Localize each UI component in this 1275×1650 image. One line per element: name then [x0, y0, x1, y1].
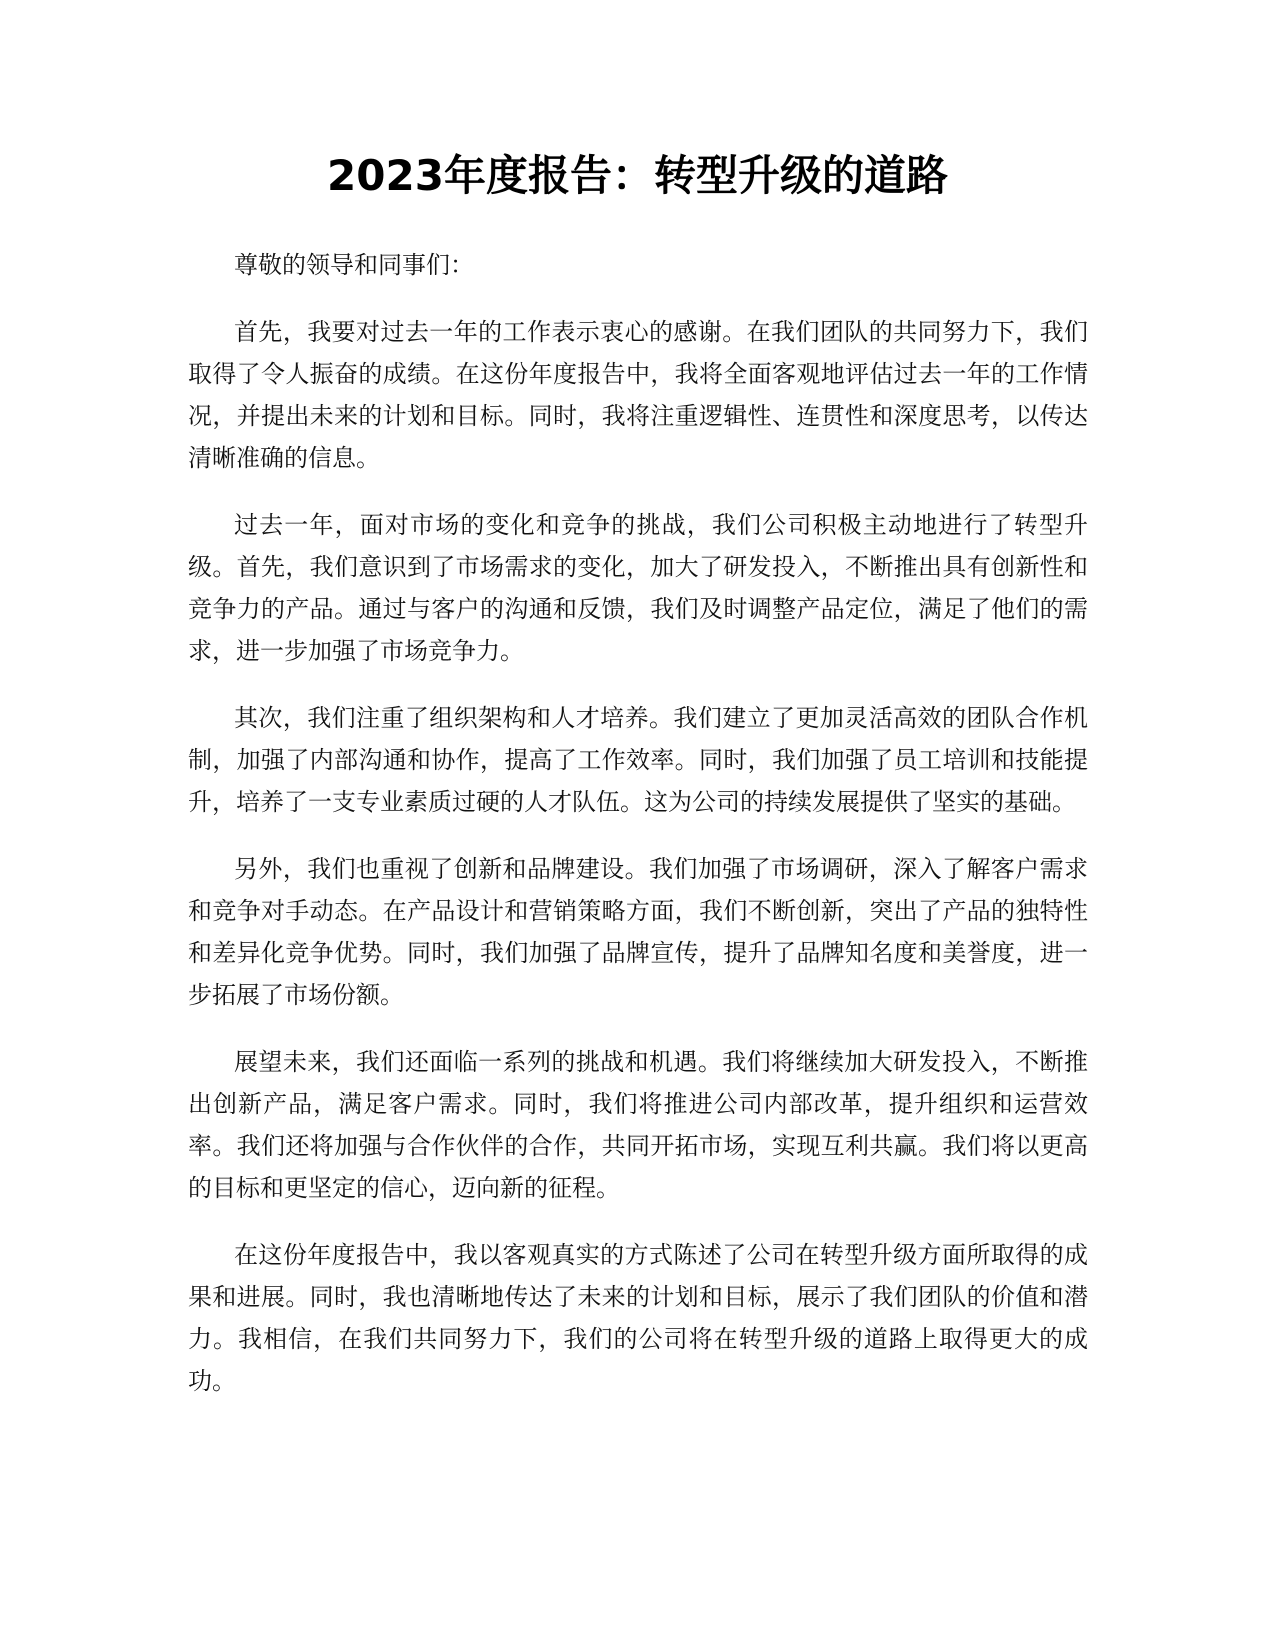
document-title: 2023年度报告：转型升级的道路: [327, 151, 948, 200]
paragraph-gratitude: 首先，我要对过去一年的工作表示衷心的感谢。在我们团队的共同努力下，我们取得了令人振奋的成绩。在这份年度报告中，我将全面客观地评估过去一年的工作情况，并提出未来的计划和目标。同时，我将注重逻辑性、连贯性和深度思考，以传达清晰准确的信息。: [188, 318, 1088, 472]
paragraph-innovation-brand: 另外，我们也重视了创新和品牌建设。我们加强了市场调研，深入了解客户需求和竞争对手动态。在产品设计和营销策略方面，我们不断创新，突出了产品的独特性和差异化竞争优势。同时，我们加强了品牌宣传，提升了品牌知名度和美誉度，进一步拓展了市场份额。: [188, 855, 1088, 1009]
paragraph-conclusion: 在这份年度报告中，我以客观真实的方式陈述了公司在转型升级方面所取得的成果和进展。同时，我也清晰地传达了未来的计划和目标，展示了我们团队的价值和潜力。我相信，在我们共同努力下，我们的公司将在转型升级的道路上取得更大的成功。: [188, 1241, 1088, 1395]
paragraph-organization: 其次，我们注重了组织架构和人才培养。我们建立了更加灵活高效的团队合作机制，加强了内部沟通和协作，提高了工作效率。同时，我们加强了员工培训和技能提升，培养了一支专业素质过硬的人才队伍。这为公司的持续发展提供了坚实的基础。: [188, 704, 1088, 816]
document-body: [188, 244, 1088, 1427]
salutation: 尊敬的领导和同事们：: [234, 251, 474, 279]
paragraph-transformation: 过去一年，面对市场的变化和竞争的挑战，我们公司积极主动地进行了转型升级。首先，我们意识到了市场需求的变化，加大了研发投入，不断推出具有创新性和竞争力的产品。通过与客户的沟通和反馈，我们及时调整产品定位，满足了他们的需求，进一步加强了市场竞争力。: [188, 511, 1088, 665]
paragraph-outlook: 展望未来，我们还面临一系列的挑战和机遇。我们将继续加大研发投入，不断推出创新产品，满足客户需求。同时，我们将推进公司内部改革，提升组织和运营效率。我们还将加强与合作伙伴的合作，共同开拓市场，实现互利共赢。我们将以更高的目标和更坚定的信心，迈向新的征程。: [188, 1048, 1088, 1202]
